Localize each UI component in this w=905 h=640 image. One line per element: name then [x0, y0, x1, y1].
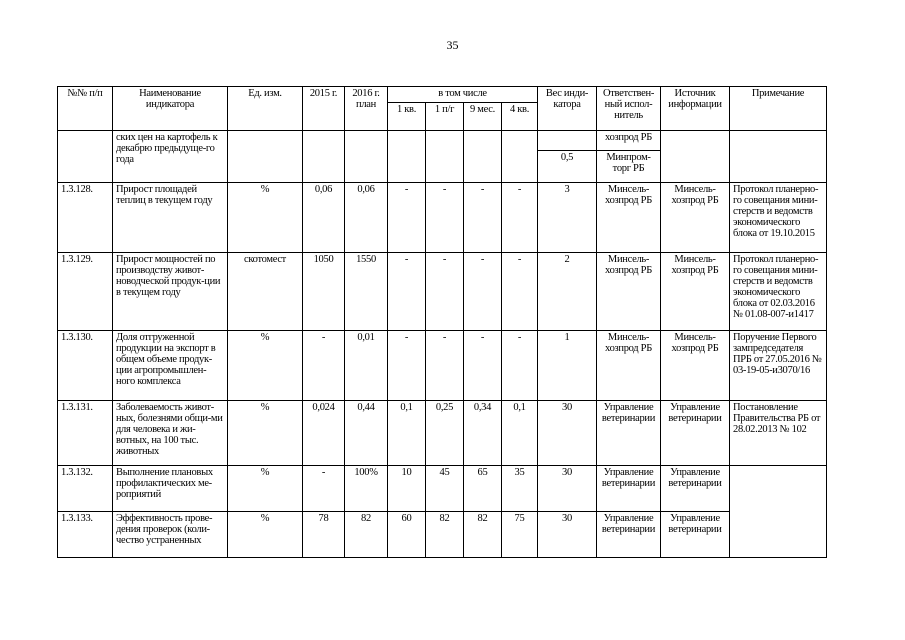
cell-2015: -	[303, 466, 345, 512]
cell-unit: %	[228, 512, 303, 558]
cell-name: Прирост площадей теплиц в текущем году	[113, 183, 228, 253]
cell-responsible: Минсель-хозпрод РБ	[597, 253, 661, 331]
cell-2016: 100%	[345, 466, 388, 512]
cell-q1: 60	[388, 512, 426, 558]
cell-h1: -	[426, 331, 464, 401]
cell-unit: %	[228, 401, 303, 466]
cell-responsible: Управление ветеринарии	[597, 401, 661, 466]
table-row	[58, 512, 827, 558]
cell-q4: 75	[502, 512, 538, 558]
cell-num: 1.3.129.	[58, 253, 113, 331]
table-row	[58, 466, 827, 512]
cont-resp-top: хозпрод РБ	[597, 131, 661, 151]
cell-note	[730, 466, 827, 558]
cell-responsible: Управление ветеринарии	[597, 512, 661, 558]
cell-2016: 1550	[345, 253, 388, 331]
cell-name: Заболеваемость живот-ных, болезнями общи-ми для человека и жи-вотных, на 100 тыс. животных	[113, 401, 228, 466]
cell-2016: 0,01	[345, 331, 388, 401]
cell-q1: -	[388, 331, 426, 401]
cell-num: 1.3.131.	[58, 401, 113, 466]
cell-note: Протокол планерно-го совещания мини-стерств и ведомств экономического блока от 19.10.2015	[730, 183, 827, 253]
cell-2015: 1050	[303, 253, 345, 331]
table-row	[58, 183, 827, 253]
cell-h1: 82	[426, 512, 464, 558]
header-unit: Ед. изм.	[228, 87, 303, 131]
cell-2015: 0,06	[303, 183, 345, 253]
cell-num: 1.3.133.	[58, 512, 113, 558]
cell-q4: -	[502, 331, 538, 401]
cell-2015: 0,024	[303, 401, 345, 466]
cell-weight: 3	[538, 183, 597, 253]
header-note: Примечание	[730, 87, 827, 131]
header-responsible: Ответствен-ный испол-нитель	[597, 87, 661, 131]
cell-9m: 65	[464, 466, 502, 512]
indicators-table	[57, 86, 827, 558]
cell-9m: -	[464, 183, 502, 253]
cell-q1: 0,1	[388, 401, 426, 466]
cell-h1: -	[426, 253, 464, 331]
header-q1: 1 кв.	[388, 103, 426, 131]
cell-q4: -	[502, 253, 538, 331]
cell-num: 1.3.128.	[58, 183, 113, 253]
cell-responsible: Минсель-хозпрод РБ	[597, 331, 661, 401]
cell-name: Прирост мощностей по производству живот-новодческой продук-ции в текущем году	[113, 253, 228, 331]
cell-source: Управление ветеринарии	[661, 401, 730, 466]
cell-source: Управление ветеринарии	[661, 512, 730, 558]
cont-name: ских цен на картофель к декабрю предыдуще-го года	[113, 131, 228, 183]
cell-weight: 30	[538, 512, 597, 558]
cell-weight: 2	[538, 253, 597, 331]
cell-num: 1.3.130.	[58, 331, 113, 401]
cell-unit: %	[228, 183, 303, 253]
header-name: Наименование индикатора	[113, 87, 228, 131]
cell-name: Эффективность прове-дения проверок (коли-чество устраненных	[113, 512, 228, 558]
cell-weight: 1	[538, 331, 597, 401]
cell-responsible: Управление ветеринарии	[597, 466, 661, 512]
table-row	[58, 401, 827, 466]
cell-weight: 30	[538, 401, 597, 466]
cell-2015: 78	[303, 512, 345, 558]
cell-weight: 30	[538, 466, 597, 512]
cell-q1: -	[388, 183, 426, 253]
cell-source: Минсель-хозпрод РБ	[661, 331, 730, 401]
page-number: 35	[446, 38, 459, 52]
cell-9m: -	[464, 331, 502, 401]
header-including: в том числе	[388, 87, 538, 103]
cell-source: Управление ветеринарии	[661, 466, 730, 512]
cell-h1: 45	[426, 466, 464, 512]
cell-note: Постановление Правительства РБ от 28.02.2013 № 102	[730, 401, 827, 466]
cell-num: 1.3.132.	[58, 466, 113, 512]
table-row	[58, 253, 827, 331]
cell-responsible: Минсель-хозпрод РБ	[597, 183, 661, 253]
cell-note: Протокол планерно-го совещания мини-стерств и ведомств экономического блока от 02.03.2016 № 01.08-007-и1417	[730, 253, 827, 331]
cell-2016: 0,44	[345, 401, 388, 466]
header-q4: 4 кв.	[502, 103, 538, 131]
cell-2015: -	[303, 331, 345, 401]
header-source: Источник информации	[661, 87, 730, 131]
header-9m: 9 мес.	[464, 103, 502, 131]
cell-q1: -	[388, 253, 426, 331]
cell-2016: 82	[345, 512, 388, 558]
cell-9m: -	[464, 253, 502, 331]
cell-9m: 0,34	[464, 401, 502, 466]
cell-source: Минсель-хозпрод РБ	[661, 183, 730, 253]
cell-name: Доля отгруженной продукции на экспорт в общем объеме продук-ции агропромышлен-ного комплекса	[113, 331, 228, 401]
cell-q4: 0,1	[502, 401, 538, 466]
cell-source: Минсель-хозпрод РБ	[661, 253, 730, 331]
cont-weight: 0,5	[538, 151, 597, 183]
cell-note: Поручение Первого зампредседателя ПРБ от 27.05.2016 № 03-19-05-и3070/16	[730, 331, 827, 401]
cell-q4: -	[502, 183, 538, 253]
cell-unit: скотомест	[228, 253, 303, 331]
header-2016-plan: 2016 г. план	[345, 87, 388, 131]
cell-unit: %	[228, 331, 303, 401]
cont-resp-bottom: Минпром-торг РБ	[597, 151, 661, 183]
header-num: №№ п/п	[58, 87, 113, 131]
cell-name: Выполнение плановых профилактических ме-роприятий	[113, 466, 228, 512]
cell-h1: -	[426, 183, 464, 253]
cell-q4: 35	[502, 466, 538, 512]
cell-2016: 0,06	[345, 183, 388, 253]
table-row	[58, 331, 827, 401]
cell-9m: 82	[464, 512, 502, 558]
header-h1: 1 п/г	[426, 103, 464, 131]
cell-q1: 10	[388, 466, 426, 512]
header-weight: Вес инди-катора	[538, 87, 597, 131]
cell-unit: %	[228, 466, 303, 512]
header-2015: 2015 г.	[303, 87, 345, 131]
cell-h1: 0,25	[426, 401, 464, 466]
table-row-continuation	[58, 131, 827, 151]
